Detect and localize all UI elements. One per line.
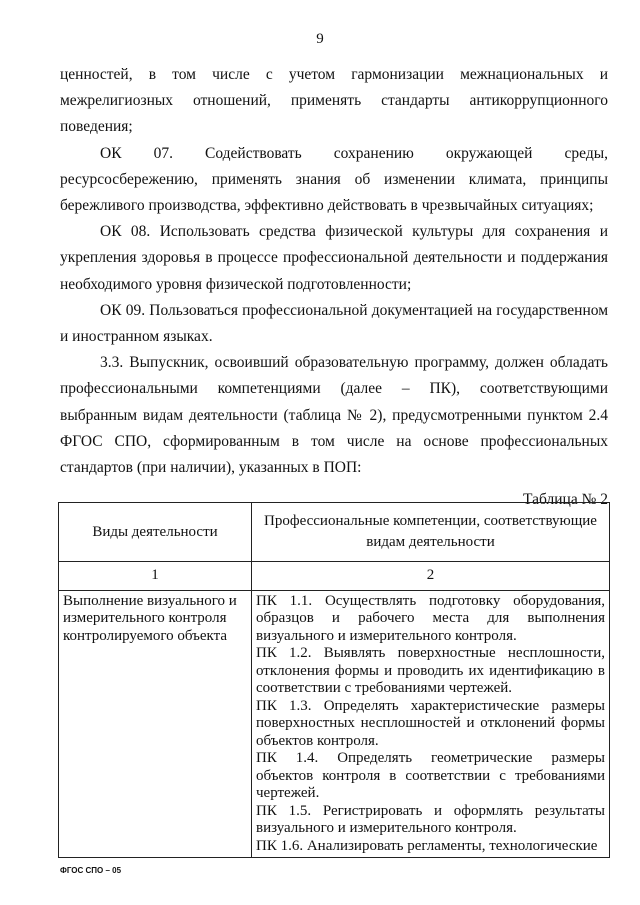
header-activities: Виды деятельности <box>59 503 252 562</box>
header-competencies: Профессиональные компетенции, соответствующие видам деятельности <box>252 503 610 562</box>
competencies-table <box>58 502 610 858</box>
table-header-row <box>59 503 610 562</box>
competency-pk-1-2: ПК 1.2. Выявлять поверхностные несплошности, отклонения формы и проводить их идентификацию в соответствии с требованиями чертежей. <box>256 645 605 696</box>
column-number-1: 1 <box>59 562 252 591</box>
paragraph-ok09: ОК 09. Пользоваться профессиональной документацией на государственном и иностранном языках. <box>60 301 608 346</box>
page-number: 9 <box>316 31 324 47</box>
competency-pk-1-4: ПК 1.4. Определять геометрические размеры объектов контроля в соответствии с требованиями чертежей. <box>256 750 605 801</box>
body-text <box>60 62 608 513</box>
footer-mark: ФГОС СПО – 05 <box>60 866 122 875</box>
paragraph-values: ценностей, в том числе с учетом гармонизации межнациональных и межрелигиозных отношений, применять стандарты антикоррупционного поведения; <box>60 66 608 136</box>
column-number-2: 2 <box>252 562 610 591</box>
competencies-cell <box>252 590 610 858</box>
competency-pk-1-5: ПК 1.5. Регистрировать и оформлять результаты визуального и измерительного контроля. <box>256 802 605 836</box>
paragraph-ok08: ОК 08. Использовать средства физической культуры для сохранения и укрепления здоровья в процессе профессиональной деятельности и поддержания необходимого уровня физической подготовленности; <box>60 223 608 293</box>
paragraph-3-3: 3.3. Выпускник, освоивший образовательную программу, должен обладать профессиональными компетенциями (далее – ПК), соответствующими выбранным видам деятельности (таблица № 2), предусмотренными пунктом 2.4 ФГОС СПО, сформированным в том числе на основе профессиональных стандартов (при наличии), указанных в ПОП: <box>60 354 608 477</box>
competency-pk-1-3: ПК 1.3. Определять характеристические размеры поверхностных несплошностей и отклонений формы объектов контроля. <box>256 697 605 749</box>
competency-pk-1-6: ПК 1.6. Анализировать регламенты, технологические <box>256 837 598 854</box>
table-row <box>59 590 610 858</box>
table-number-row <box>59 562 610 591</box>
table-caption: Таблица № 2 <box>523 491 608 509</box>
competency-pk-1-1: ПК 1.1. Осуществлять подготовку оборудования, образцов и рабочего места для выполнения визуального и измерительного контроля. <box>256 592 605 644</box>
activity-cell: Выполнение визуального и измерительного контроля контролируемого объекта <box>59 590 252 858</box>
paragraph-ok07: ОК 07. Содействовать сохранению окружающей среды, ресурсосбережению, применять знания об изменении климата, принципы бережливого производства, эффективно действовать в чрезвычайных ситуациях; <box>60 144 608 215</box>
